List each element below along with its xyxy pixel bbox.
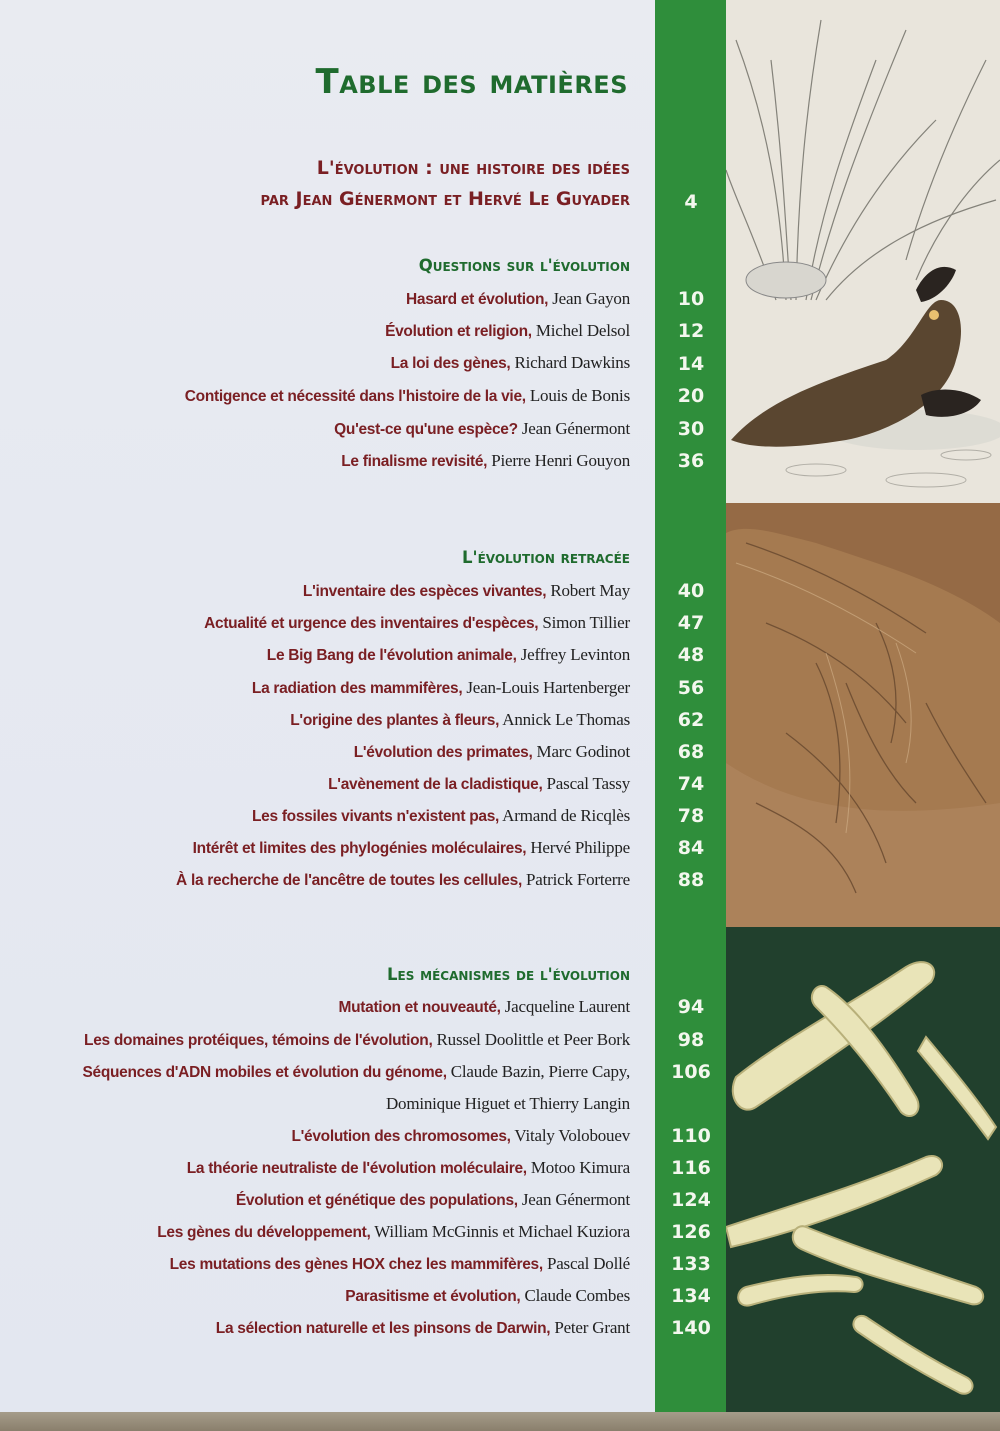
toc-entry (338, 997, 630, 1018)
page-number: 10 (677, 288, 705, 310)
entry-title: La radiation des mammifères, (251, 680, 463, 697)
toc-entry (303, 581, 630, 602)
entry-author: Richard Dawkins (514, 353, 630, 372)
toc-entry (341, 451, 630, 472)
toc-entry (176, 870, 630, 891)
toc-entry (334, 419, 630, 440)
page-number: 110 (671, 1125, 711, 1147)
toc-entry (267, 645, 630, 666)
table-surface (0, 1412, 1000, 1431)
entry-author: Motoo Kimura (530, 1158, 630, 1177)
page-number: 98 (677, 1029, 705, 1051)
toc-entry (84, 1030, 630, 1051)
toc-entry (170, 1254, 630, 1275)
page-number: 48 (677, 644, 705, 666)
section-heading: L'évolution retracée (462, 548, 630, 567)
toc-entry (290, 710, 630, 731)
page-number: 133 (671, 1253, 711, 1275)
toc-entry (157, 1222, 630, 1243)
toc-entry (193, 838, 630, 859)
toc-entry (216, 1318, 630, 1339)
page-number: 84 (677, 837, 705, 859)
toc-entry (252, 806, 630, 827)
entry-title: L'origine des plantes à fleurs, (290, 712, 500, 729)
entry-author: Claude Combes (524, 1286, 630, 1305)
entry-author: Jean Génermont (521, 1190, 630, 1209)
page-number: 36 (677, 450, 705, 472)
page-number: 68 (677, 741, 705, 763)
entry-title: Parasitisme et évolution, (345, 1288, 521, 1305)
page-number: 62 (677, 709, 705, 731)
toc-entry-continuation (386, 1094, 630, 1114)
entry-title: La sélection naturelle et les pinsons de Darwin, (215, 1320, 551, 1337)
entry-title: Qu'est-ce qu'une espèce? (334, 421, 518, 438)
toc-entry (185, 386, 630, 407)
page-number: 134 (671, 1285, 711, 1307)
entry-title: Évolution et religion, (385, 323, 532, 340)
entry-author: Armand de Ricqlès (502, 806, 630, 825)
entry-author: Claude Bazin, Pierre Capy, (450, 1062, 630, 1081)
toc-entry (252, 678, 630, 699)
entry-title: Le Big Bang de l'évolution animale, (266, 647, 517, 664)
platypus-illustration (726, 0, 1000, 503)
entry-title: Actualité et urgence des inventaires d'espèces, (204, 615, 539, 632)
entry-author: Peter Grant (554, 1318, 630, 1337)
page-number: 47 (677, 612, 705, 634)
section-heading: Questions sur l'évolution (418, 256, 630, 275)
entry-author: Jeffrey Levinton (520, 645, 630, 664)
entry-title: Contigence et nécessité dans l'histoire de la vie, (184, 388, 526, 405)
entry-author: Patrick Forterre (526, 870, 630, 889)
toc-entry (291, 1126, 630, 1147)
toc-entry (204, 613, 630, 634)
entry-title: Mutation et nouveauté, (338, 999, 501, 1016)
page-number: 20 (677, 385, 705, 407)
toc-entry (391, 353, 630, 374)
page-number: 88 (677, 869, 705, 891)
entry-title: L'inventaire des espèces vivantes, (302, 583, 547, 600)
entry-title: Les domaines protéiques, témoins de l'évolution, (84, 1032, 433, 1049)
page-number: 56 (677, 677, 705, 699)
entry-author: Pierre Henri Gouyon (491, 451, 630, 470)
section-heading: Les mécanismes de l'évolution (387, 965, 630, 984)
page-number: 124 (671, 1189, 711, 1211)
entry-author: Hervé Philippe (530, 838, 630, 857)
entry-author: Robert May (550, 581, 630, 600)
entry-title: L'avènement de la cladistique, (328, 776, 543, 793)
toc-entry (328, 774, 630, 795)
entry-author: Annick Le Thomas (502, 710, 630, 729)
chromosomes-micrograph (726, 927, 1000, 1412)
entry-title: À la recherche de l'ancêtre de toutes les cellules, (176, 872, 522, 889)
entry-author: Jean Génermont (521, 419, 630, 438)
page-number: 14 (677, 353, 705, 375)
page-number: 74 (677, 773, 705, 795)
page-number: 140 (671, 1317, 711, 1339)
page-number: 78 (677, 805, 705, 827)
entry-author: William McGinnis et Michael Kuziora (374, 1222, 630, 1241)
entry-author: Jean Gayon (552, 289, 630, 308)
entry-title: Les fossiles vivants n'existent pas, (252, 808, 500, 825)
entry-title: Le finalisme revisité, (341, 453, 488, 470)
toc-entry (82, 1062, 630, 1083)
entry-title: La loi des gènes, (390, 355, 511, 372)
entry-author: Jean-Louis Hartenberger (466, 678, 630, 697)
page-number: 126 (671, 1221, 711, 1243)
entry-author: Pascal Dollé (546, 1254, 630, 1273)
toc-entry (406, 289, 630, 310)
page-number: 40 (677, 580, 705, 602)
entry-author: Louis de Bonis (529, 386, 630, 405)
toc-entry (236, 1190, 630, 1211)
toc-entry (385, 321, 630, 342)
toc-entry (187, 1158, 630, 1179)
entry-title: L'évolution des chromosomes, (291, 1128, 511, 1145)
toc-entry (354, 742, 630, 763)
page-title: Table des matières (315, 62, 628, 102)
entry-author: Dominique Higuet et Thierry Langin (385, 1094, 630, 1113)
page-number: 12 (677, 320, 705, 342)
entry-title: Les gènes du développement, (157, 1224, 371, 1241)
entry-author: Simon Tillier (542, 613, 630, 632)
lead-article-title: L'évolution : une histoire des idées (316, 157, 630, 179)
entry-title: L'évolution des primates, (353, 744, 533, 761)
entry-author: Pascal Tassy (546, 774, 630, 793)
entry-title: La théorie neutraliste de l'évolution moléculaire, (186, 1160, 527, 1177)
page-number: 106 (671, 1061, 711, 1083)
page-number: 94 (677, 996, 705, 1018)
entry-author: Jacqueline Laurent (504, 997, 630, 1016)
entry-title: Intérêt et limites des phylogénies moléculaires, (192, 840, 527, 857)
entry-title: Hasard et évolution, (406, 291, 549, 308)
entry-author: Marc Godinot (536, 742, 630, 761)
entry-author: Vitaly Volobouev (514, 1126, 630, 1145)
fossil-archaeopteryx (726, 503, 1000, 927)
entry-title: Les mutations des gènes HOX chez les mammifères, (169, 1256, 543, 1273)
entry-title: Séquences d'ADN mobiles et évolution du génome, (82, 1064, 447, 1081)
entry-author: Russel Doolittle et Peer Bork (436, 1030, 630, 1049)
page-number: 4 (684, 191, 698, 213)
lead-article-authors: par Jean Génermont et Hervé Le Guyader (260, 188, 630, 210)
toc-entry (345, 1286, 630, 1307)
page-number: 116 (671, 1157, 711, 1179)
entry-title: Évolution et génétique des populations, (235, 1192, 518, 1209)
page-number: 30 (677, 418, 705, 440)
entry-author: Michel Delsol (535, 321, 630, 340)
